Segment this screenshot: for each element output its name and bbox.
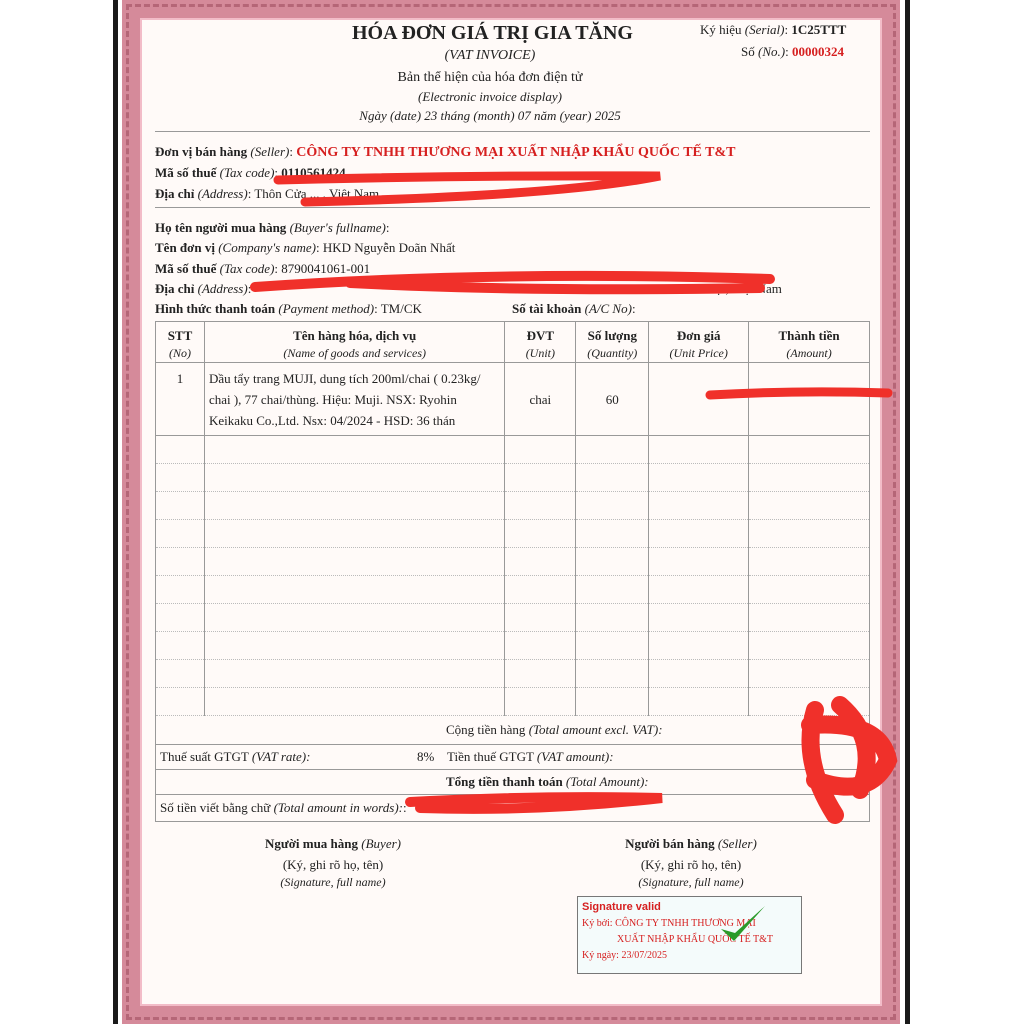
signed-date: Ký ngày: 23/07/2025 [582, 950, 667, 961]
words-row: Số tiền viết bằng chữ (Total amount in words):: [155, 795, 870, 822]
col-amount: Thành tiền (Amount) [749, 322, 870, 363]
buyer-sign-note: (Ký, ghi rõ họ, tên) [282, 857, 384, 872]
empty-row [156, 492, 870, 520]
col-qty: Số lượng (Quantity) [576, 322, 649, 363]
invoice-number: Số (No.): 00000324 [741, 44, 844, 59]
signed-by-cont: XUẤT NHẬP KHẨU QUỐC TẾ T&T [617, 934, 774, 945]
buyer-signature-title: Người mua hàng (Buyer) [265, 836, 401, 851]
buyer-address: Địa chỉ (Address): ... Hà Nội, Việt Nam [155, 281, 782, 296]
seller-name: Đơn vị bán hàng (Seller): CÔNG TY TNHH THƯƠNG MẠI XUẤT NHẬP KHẨU QUỐC TẾ T&T [155, 144, 736, 160]
empty-row [156, 520, 870, 548]
empty-row [156, 632, 870, 660]
subtitle-en: (Electronic invoice display) [418, 89, 562, 104]
invoice-date: Ngày (date) 23 tháng (month) 07 năm (year) 2025 [359, 108, 621, 123]
total-row: Tổng tiền thanh toán (Total Amount): [155, 770, 870, 795]
table-header [156, 322, 870, 363]
invoice-title-en: (VAT INVOICE) [444, 48, 536, 63]
col-no: STT (No) [156, 322, 205, 363]
checkmark-icon [718, 903, 768, 945]
invoice-title: HÓA ĐƠN GIÁ TRỊ GIA TĂNG [352, 22, 633, 44]
empty-row [156, 436, 870, 464]
signed-by: Ký bởi: CÔNG TY TNHH THƯƠNG MẠI [582, 918, 756, 929]
digital-signature-box[interactable] [577, 896, 802, 974]
payment-method: Hình thức thanh toán (Payment method): TM/CK [155, 301, 422, 316]
subtotal-row: Cộng tiền hàng (Total amount excl. VAT): [155, 715, 870, 745]
empty-row [156, 464, 870, 492]
seller-address: Địa chỉ (Address): Thôn Cửa ... , Việt Nam [155, 186, 380, 201]
seller-tax: Mã số thuế (Tax code): 0110561424 [155, 165, 346, 180]
col-price: Đơn giá (Unit Price) [649, 322, 749, 363]
empty-row [156, 660, 870, 688]
col-name: Tên hàng hóa, dịch vụ (Name of goods and services) [204, 322, 504, 363]
divider [155, 207, 870, 208]
empty-row [156, 548, 870, 576]
divider [155, 131, 870, 132]
buyer-company: Tên đơn vị (Company's name): HKD Nguyễn Doãn Nhất [155, 240, 456, 255]
seller-sign-note-en: (Signature, full name) [638, 875, 744, 889]
signature-valid-label: Signature valid [582, 901, 661, 913]
goods-table [155, 321, 870, 716]
buyer-tax: Mã số thuế (Tax code): 8790041061-001 [155, 261, 371, 276]
empty-row [156, 576, 870, 604]
empty-row [156, 604, 870, 632]
seller-sign-note: (Ký, ghi rõ họ, tên) [640, 857, 742, 872]
empty-row [156, 688, 870, 716]
vat-row: Thuế suất GTGT (VAT rate): 8% Tiền thuế GTGT (VAT amount): [155, 745, 870, 770]
subtitle: Bản thể hiện của hóa đơn điện tử [397, 70, 583, 85]
col-unit: ĐVT (Unit) [505, 322, 576, 363]
table-row: 1 Dầu tẩy trang MUJI, dung tích 200ml/chai ( 0.23kg/ chai ), 77 chai/thùng. Hiệu: Muji. NSX: Ryohin Keikaku Co.,Ltd. Nsx: 04/2024 - HSD: 36 thán chai 60 [156, 363, 870, 436]
account-number: Số tài khoản (A/C No): [512, 301, 636, 316]
serial: Ký hiệu (Serial): 1C25TTT [700, 22, 847, 37]
buyer-sign-note-en: (Signature, full name) [280, 875, 386, 889]
buyer-fullname: Họ tên người mua hàng (Buyer's fullname): [155, 220, 390, 235]
seller-signature-title: Người bán hàng (Seller) [625, 836, 757, 851]
right-edge [905, 0, 910, 1024]
